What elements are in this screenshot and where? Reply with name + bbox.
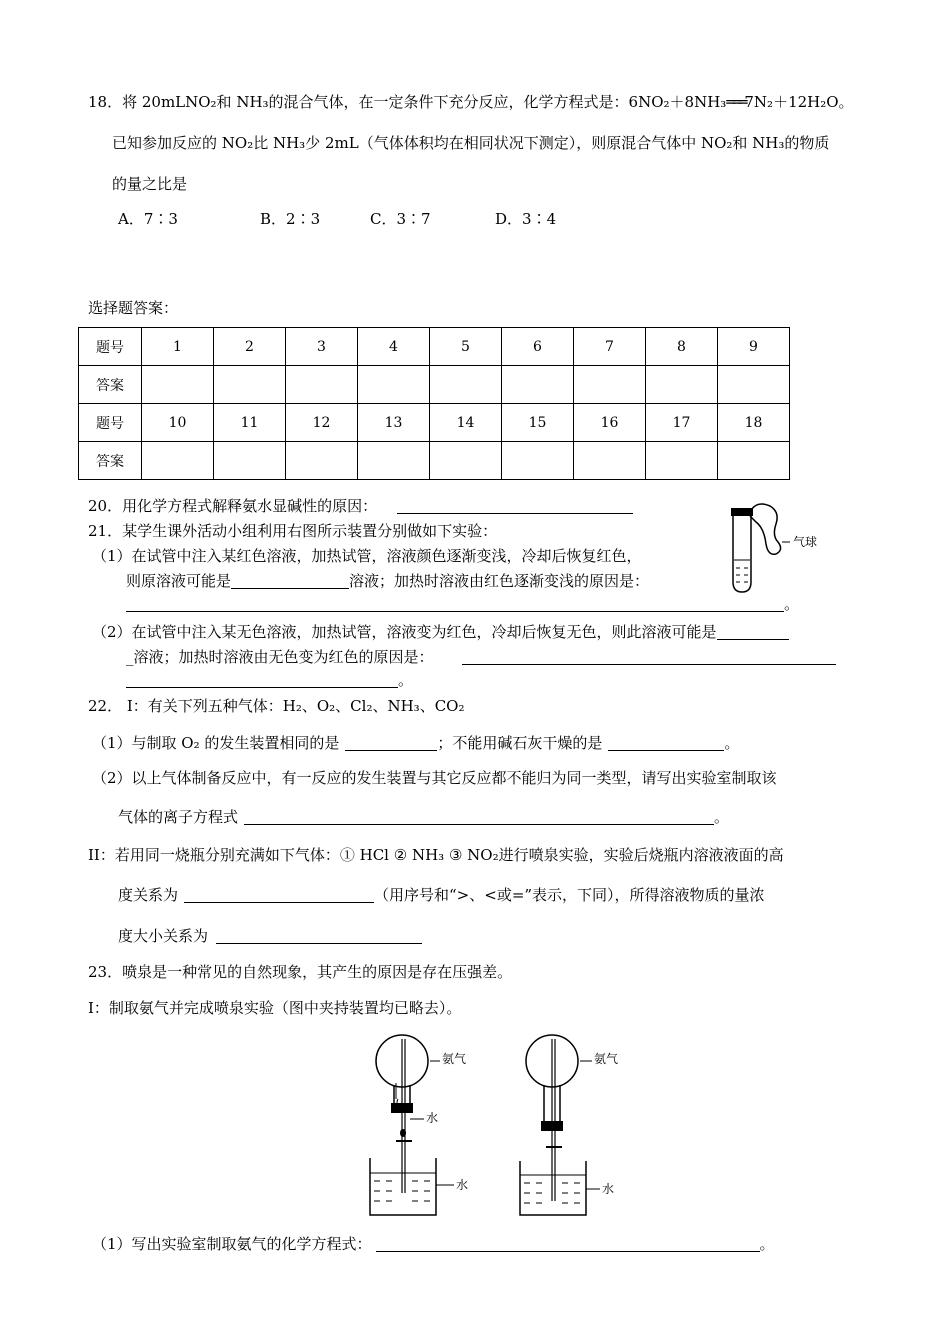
table-row bbox=[79, 404, 790, 442]
fountain-experiment-figure bbox=[362, 1033, 622, 1221]
q23-s1: （1）写出实验室制取氨气的化学方程式： 。 bbox=[92, 1235, 775, 1253]
q21-p2-reason-blank-cont[interactable] bbox=[126, 671, 398, 688]
q20-answer-blank[interactable] bbox=[397, 497, 633, 514]
answer-header: 答案 bbox=[79, 366, 142, 404]
answer-cell[interactable] bbox=[718, 442, 790, 480]
q21-solution-blank[interactable] bbox=[231, 572, 349, 589]
answer-table bbox=[78, 327, 790, 480]
q18-option-c: C．3∶7 bbox=[370, 210, 431, 228]
q18-option-b: B．2∶3 bbox=[260, 210, 321, 228]
question-number: 13 bbox=[358, 404, 430, 442]
answer-cell[interactable] bbox=[646, 366, 718, 404]
q22-s1: （1）与制取 O₂ 的发生装置相同的是 ；不能用碱石灰干燥的是 。 bbox=[92, 734, 740, 752]
answer-table-title: 选择题答案： bbox=[88, 299, 179, 317]
answer-cell[interactable] bbox=[646, 442, 718, 480]
balloon-label: 气球 bbox=[793, 535, 818, 549]
question-number: 4 bbox=[358, 328, 430, 366]
q18-line2: 已知参加反应的 NO₂比 NH₃少 2mL（气体体积均在相同状况下测定），则原混合气体中 NO₂和 NH₃的物质 bbox=[112, 134, 830, 152]
q21-p2-solution-blank[interactable] bbox=[717, 623, 789, 640]
row-header: 题号 bbox=[79, 404, 142, 442]
question-number: 16 bbox=[574, 404, 646, 442]
q22-not-dry-blank[interactable] bbox=[608, 734, 724, 751]
q21-p2-reason-blank[interactable] bbox=[462, 648, 836, 665]
q18-option-d: D．3∶4 bbox=[495, 210, 557, 228]
label-water-left-flask: 水 bbox=[426, 1111, 439, 1125]
q21-p2-line1: （2）在试管中注入某无色溶液，加热试管，溶液变为红色，冷却后恢复无色，则此溶液可能是 bbox=[92, 622, 789, 642]
q23-stem: 23．喷泉是一种常见的自然现象，其产生的原因是存在压强差。 bbox=[88, 963, 513, 981]
q21-stem: 21．某学生课外活动小组利用右图所示装置分别做如下实验： bbox=[88, 522, 498, 540]
answer-cell[interactable] bbox=[358, 442, 430, 480]
answer-header: 答案 bbox=[79, 442, 142, 480]
label-water-right-beaker: 水 bbox=[602, 1182, 615, 1196]
label-ammonia-left: 氨气 bbox=[442, 1052, 467, 1066]
answer-cell[interactable] bbox=[502, 366, 574, 404]
question-number: 8 bbox=[646, 328, 718, 366]
q22-part-ii-line1: II：若用同一烧瓶分别充满如下气体：① HCl ② NH₃ ③ NO₂进行喷泉实验，实验后烧瓶内溶液液面的高 bbox=[88, 846, 784, 864]
question-number: 7 bbox=[574, 328, 646, 366]
q23-part-i: Ⅰ：制取氨气并完成喷泉实验（图中夹持装置均已略去）。 bbox=[88, 999, 462, 1017]
q22-concentration-blank[interactable] bbox=[216, 927, 422, 944]
q22-part-i: 22． I：有关下列五种气体：H₂、O₂、Cl₂、NH₃、CO₂ bbox=[88, 697, 465, 715]
answer-cell[interactable] bbox=[286, 366, 358, 404]
answer-cell[interactable] bbox=[430, 366, 502, 404]
question-number: 5 bbox=[430, 328, 502, 366]
question-number: 15 bbox=[502, 404, 574, 442]
question-number: 14 bbox=[430, 404, 502, 442]
answer-cell[interactable] bbox=[142, 366, 214, 404]
answer-cell[interactable] bbox=[358, 366, 430, 404]
answer-cell[interactable] bbox=[718, 366, 790, 404]
q18-option-a: A．7∶3 bbox=[118, 210, 178, 228]
question-number: 9 bbox=[718, 328, 790, 366]
q21-p1-line3: 。 bbox=[126, 594, 799, 614]
q21-p1-line1: （1）在试管中注入某红色溶液，加热试管，溶液颜色逐渐变浅，冷却后恢复红色， bbox=[92, 547, 642, 565]
q23-equation-blank[interactable] bbox=[376, 1235, 760, 1252]
answer-cell[interactable] bbox=[286, 442, 358, 480]
q18-line1: 18．将 20mLNO₂和 NH₃的混合气体，在一定条件下充分反应，化学方程式是：6NO₂＋8NH₃═══7N₂＋12H₂O。 bbox=[88, 93, 854, 111]
answer-cell[interactable] bbox=[502, 442, 574, 480]
answer-cell[interactable] bbox=[574, 366, 646, 404]
q22-part-ii-line3: 度大小关系为 bbox=[118, 926, 422, 946]
q18-line3: 的量之比是 bbox=[112, 175, 188, 193]
q22-ionic-equation-blank[interactable] bbox=[244, 808, 714, 825]
question-number: 12 bbox=[286, 404, 358, 442]
question-number: 1 bbox=[142, 328, 214, 366]
answer-cell[interactable] bbox=[214, 442, 286, 480]
q21-p2-line2: _溶液；加热时溶液由无色变为红色的原因是： bbox=[126, 647, 836, 667]
question-number: 3 bbox=[286, 328, 358, 366]
q20: 20．用化学方程式解释氨水显碱性的原因： bbox=[88, 496, 633, 516]
question-number: 2 bbox=[214, 328, 286, 366]
q21-reason-blank[interactable] bbox=[126, 595, 784, 612]
fountain-setup-right bbox=[520, 1035, 600, 1215]
q22-height-relation-blank[interactable] bbox=[184, 886, 374, 903]
question-number: 18 bbox=[718, 404, 790, 442]
question-number: 17 bbox=[646, 404, 718, 442]
label-ammonia-right: 氨气 bbox=[594, 1052, 619, 1066]
table-row bbox=[79, 442, 790, 480]
answer-cell[interactable] bbox=[430, 442, 502, 480]
answer-cell[interactable] bbox=[214, 366, 286, 404]
answer-cell[interactable] bbox=[574, 442, 646, 480]
q22-s2-line1: （2）以上气体制备反应中，有一反应的发生装置与其它反应都不能归为同一类型，请写出实验室制取该 bbox=[92, 769, 777, 787]
table-row bbox=[79, 366, 790, 404]
q22-same-device-blank[interactable] bbox=[345, 734, 437, 751]
answer-cell[interactable] bbox=[142, 442, 214, 480]
question-number: 10 bbox=[142, 404, 214, 442]
q22-s2-line2: 气体的离子方程式 。 bbox=[118, 808, 730, 826]
q22-part-ii-line2: 度关系为 （用序号和“>、<或=”表示，下同），所得溶液物质的量浓 bbox=[118, 886, 765, 904]
table-row bbox=[79, 328, 790, 366]
q21-p2-line3: 。 bbox=[126, 670, 413, 690]
question-number: 6 bbox=[502, 328, 574, 366]
label-water-left-beaker: 水 bbox=[456, 1178, 469, 1192]
row-header: 题号 bbox=[79, 328, 142, 366]
q21-p1-line2: 则原溶液可能是 溶液；加热时溶液由红色逐渐变浅的原因是： bbox=[126, 572, 650, 590]
question-number: 11 bbox=[214, 404, 286, 442]
